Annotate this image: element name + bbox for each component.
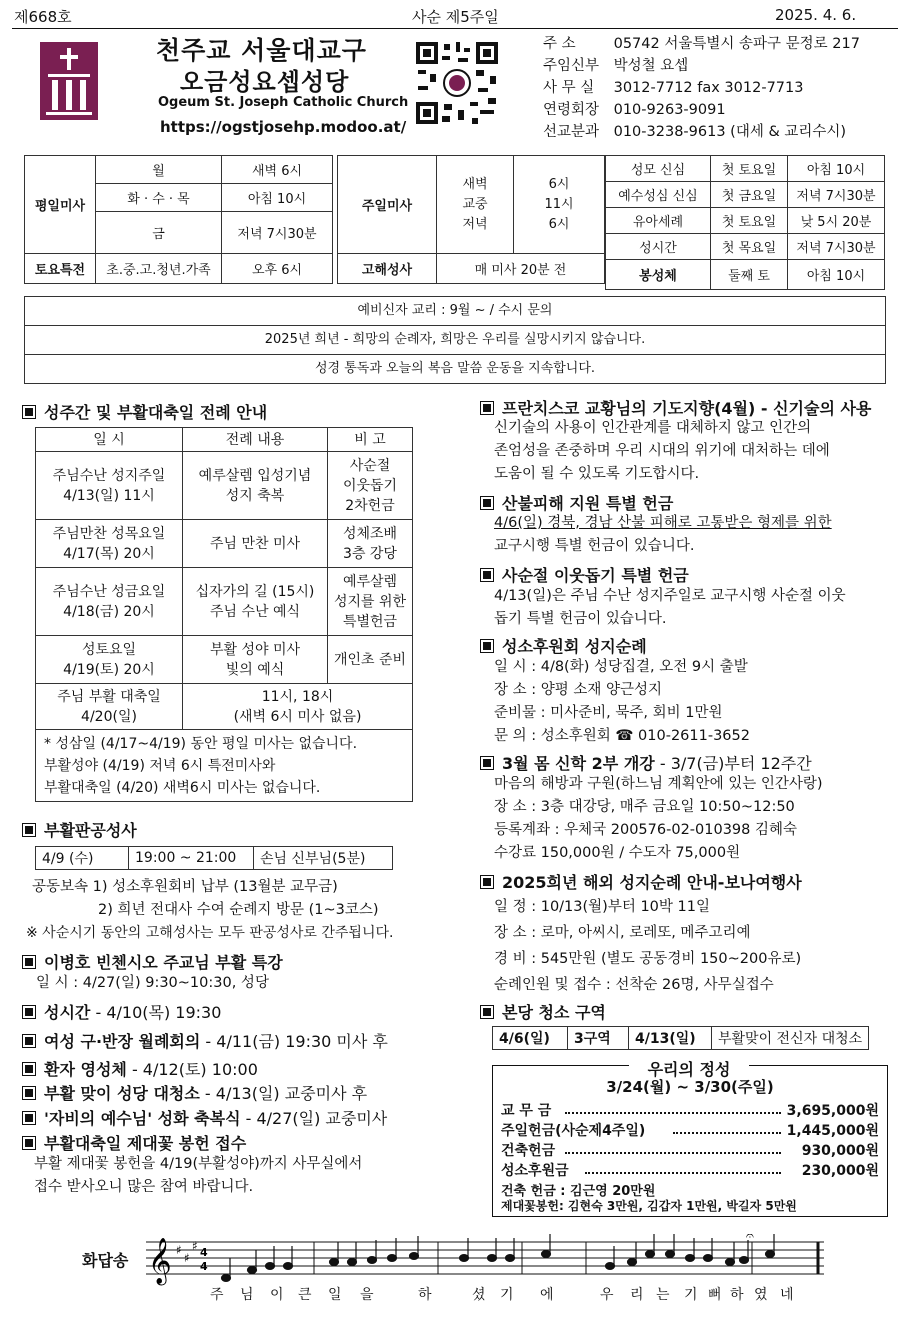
- lyric-syllable: 이: [270, 1287, 284, 1303]
- body-text: 준비물 : 미사준비, 묵주, 회비 1만원: [494, 705, 723, 721]
- body-text: 2) 희년 전대사 수여 순례지 방문 (1~3코스): [98, 902, 379, 918]
- lyrics-line: [210, 1284, 830, 1306]
- sunday-mass-times: 6시 11시 6시: [514, 156, 605, 254]
- liturgy-header: 비 고: [328, 428, 413, 452]
- notice-box: [24, 296, 886, 384]
- music-note: [410, 1253, 419, 1260]
- checkbox-icon: [22, 1005, 36, 1019]
- church-logo: [40, 42, 98, 120]
- liturgy-note: 성체조배 3층 강당: [328, 520, 413, 568]
- section-heading: 3월 몸 신학 2부 개강 - 3/7(금)부터 12주간: [480, 751, 812, 774]
- body-text: 일 시 : 4/27(일) 9:30~10:30, 성당: [36, 975, 269, 991]
- liturgy-header: 전례 내용: [183, 428, 328, 452]
- body-text: 경 비 : 545만원 (별도 공동경비 150~200유로): [494, 951, 802, 967]
- offering-row: 주일헌금(사순제4주일) 1,445,000원: [501, 1123, 879, 1139]
- offering-period: 3/24(월) ~ 3/30(주일): [606, 1078, 774, 1096]
- lyric-syllable: 기: [500, 1287, 514, 1303]
- sunday-mass-types: 새벽 교중 저녁: [437, 156, 514, 254]
- body-text: 장 소 : 양평 소재 양근성지: [494, 682, 663, 698]
- section-heading: 산불피해 지원 특별 헌금: [480, 491, 673, 514]
- contact-row: 주임신부 박성철 요셉: [543, 58, 689, 74]
- top-line: [0, 6, 909, 28]
- weekday-schedule-table: [24, 155, 333, 284]
- music-note: [606, 1263, 615, 1270]
- checkbox-icon: [22, 1111, 36, 1125]
- body-text: 공동보속 1) 성소후원회비 납부 (13월분 교무금): [32, 879, 338, 895]
- liturgy-note: 예루살렘 성지를 위한 특별헌금: [328, 568, 413, 636]
- section-heading: 이병호 빈첸시오 주교님 부활 특강: [22, 950, 283, 973]
- cleaning-table: [492, 1026, 869, 1050]
- music-note: [646, 1251, 655, 1258]
- lyric-syllable: 리: [630, 1287, 644, 1303]
- body-text: 4/13(일)은 주님 수난 성지주일로 교구시행 사순절 이웃: [494, 588, 846, 604]
- body-text: 일 정 : 10/13(월)부터 10박 11일: [494, 899, 710, 915]
- parish-english-name: Ogeum St. Joseph Catholic Church: [158, 95, 409, 110]
- music-note: [628, 1259, 637, 1266]
- checkbox-icon: [22, 955, 36, 969]
- weekday-mass-label: 평일미사: [25, 156, 96, 254]
- body-text: 도움이 될 수 있도록 기도합시다.: [494, 466, 700, 482]
- contact-row: 연령회장 010-9263-9091: [543, 102, 726, 118]
- section-heading: 부활 맞이 성당 대청소 - 4/13(일) 교중미사 후: [22, 1081, 367, 1104]
- svg-text:♯: ♯: [176, 1243, 182, 1257]
- liturgy-content: 부활 성야 미사 빛의 예식: [183, 636, 328, 684]
- monday-time: 새벽 6시: [222, 156, 333, 184]
- lyric-syllable: 일: [328, 1287, 342, 1303]
- body-text: 존엄성을 존중하며 우리 시대의 위기에 대처하는 데에: [494, 443, 830, 459]
- tue-thu-label: 화 · 수 · 목: [96, 184, 222, 212]
- devotion-name: 유아세례: [606, 208, 711, 234]
- devotion-name: 예수성심 신심: [606, 182, 711, 208]
- notice-line: 2025년 희년 - 희망의 순례자, 희망은 우리를 실망시키지 않습니다.: [24, 326, 886, 355]
- devotion-time: 낮 5시 20분: [788, 208, 885, 234]
- saturday-label: 토요특전: [25, 254, 96, 284]
- lyric-syllable: 님: [240, 1287, 254, 1303]
- monday-label: 월: [96, 156, 222, 184]
- confession-priests: 손님 신부님(5분): [254, 847, 393, 870]
- contact-row: 선교분과 010-3238-9613 (대세 & 교리수시): [543, 124, 847, 140]
- section-heading: 성시간 - 4/10(목) 19:30: [22, 1000, 221, 1023]
- music-note: [348, 1259, 357, 1266]
- offering-row: 교 무 금 3,695,000원: [501, 1103, 879, 1119]
- checkbox-icon: [480, 756, 494, 770]
- section-heading: 프란치스코 교황님의 기도지향(4월) - 신기술의 사용: [480, 396, 871, 419]
- lyric-syllable: 뻐: [708, 1287, 722, 1303]
- liturgy-content: 11시, 18시 (새벽 6시 미사 없음): [183, 684, 413, 730]
- checkbox-icon: [480, 875, 494, 889]
- checkbox-icon: [480, 568, 494, 582]
- sunday-mass-label: 주일미사: [338, 156, 437, 254]
- liturgy-content: 주님 만찬 미사: [183, 520, 328, 568]
- section-heading: 성주간 및 부활대축일 전례 안내: [22, 400, 267, 423]
- cleaning-zone: 부활맞이 전신자 대청소: [712, 1027, 869, 1050]
- liturgy-date: 성토요일 4/19(토) 20시: [36, 636, 183, 684]
- checkbox-icon: [480, 1005, 494, 1019]
- cleaning-date: 4/13(일): [629, 1027, 712, 1050]
- devotion-day: 둘째 토: [711, 260, 788, 290]
- checkbox-icon: [22, 1086, 36, 1100]
- devotion-time: 아침 10시: [788, 260, 885, 290]
- diocese-name: 천주교 서울대교구: [156, 36, 367, 65]
- checkbox-icon: [22, 1034, 36, 1048]
- saturday-attendees: 초.중.고.청년.가족: [96, 254, 222, 284]
- devotion-name: 봉성체: [606, 260, 711, 290]
- body-text: 문 의 : 성소후원회 ☎ 010-2611-3652: [494, 728, 750, 744]
- devotion-time: 아침 10시: [788, 156, 885, 182]
- issue-number: 제668호: [14, 8, 72, 26]
- confession-date: 4/9 (수): [36, 847, 129, 870]
- body-text: 장 소 : 로마, 아씨시, 로레또, 메주고리예: [494, 925, 751, 941]
- lyric-syllable: 네: [780, 1287, 794, 1303]
- music-note: [248, 1267, 257, 1274]
- tue-thu-time: 아침 10시: [222, 184, 333, 212]
- devotion-day: 첫 토요일: [711, 156, 788, 182]
- body-text: 등록계좌 : 우체국 200576-02-010398 김혜숙: [494, 822, 798, 838]
- body-text: 4/6(일) 경북, 경남 산불 피해로 고통받은 형제를 위한: [494, 515, 832, 531]
- liturgical-week: 사순 제5주일: [412, 8, 499, 26]
- music-note: [266, 1263, 275, 1270]
- offering-row: 건축헌금 930,000원: [501, 1143, 879, 1159]
- contact-row: 주 소 05742 서울특별시 송파구 문정로 217: [543, 36, 860, 52]
- checkbox-icon: [22, 405, 36, 419]
- music-note: [666, 1251, 675, 1258]
- devotion-time: 저녁 7시30분: [788, 234, 885, 260]
- liturgy-date: 주님 부활 대축일 4/20(일): [36, 684, 183, 730]
- notice-line: 성경 통독과 오늘의 복음 말씀 운동을 지속합니다.: [24, 355, 886, 384]
- lyric-syllable: 우: [600, 1287, 614, 1303]
- body-text: 돕기 특별 헌금이 있습니다.: [494, 611, 667, 627]
- notice-line: 예비신자 교리 : 9월 ~ / 수시 문의: [24, 296, 886, 326]
- liturgy-date: 주님수난 성금요일 4/18(금) 20시: [36, 568, 183, 636]
- qr-code-icon[interactable]: [414, 40, 500, 126]
- music-note: [222, 1275, 231, 1282]
- confession-hours: 19:00 ~ 21:00: [129, 847, 254, 870]
- music-note: [740, 1257, 749, 1264]
- section-heading: 2025희년 해외 성지순례 안내-보나여행사: [480, 870, 802, 893]
- devotion-day: 첫 금요일: [711, 182, 788, 208]
- body-text: 수강료 150,000원 / 수도자 75,000원: [494, 845, 741, 861]
- section-heading: 부활대축일 제대꽃 봉헌 접수: [22, 1131, 246, 1154]
- lyric-syllable: 하: [730, 1287, 744, 1303]
- devotion-name: 성시간: [606, 234, 711, 260]
- offering-row: 성소후원금 230,000원: [501, 1163, 879, 1179]
- sunday-schedule-table: [337, 155, 605, 284]
- liturgy-header: 일 시: [36, 428, 183, 452]
- friday-label: 금: [96, 212, 222, 254]
- devotion-day: 첫 목요일: [711, 234, 788, 260]
- liturgy-date: 주님수난 성지주일 4/13(일) 11시: [36, 452, 183, 520]
- music-note: [686, 1255, 695, 1262]
- responsorial-psalm-label: 화답송: [82, 1251, 129, 1270]
- body-text: 마음의 해방과 구원(하느님 계획안에 있는 인간사랑): [494, 776, 823, 792]
- lyric-syllable: 기: [684, 1287, 698, 1303]
- saturday-time: 오후 6시: [222, 254, 333, 284]
- music-note: [330, 1259, 339, 1266]
- body-text: ※ 사순시기 동안의 고해성사는 모두 판공성사로 간주됩니다.: [26, 925, 394, 941]
- liturgy-note: 사순절 이웃돕기 2차헌금: [328, 452, 413, 520]
- devotion-schedule-table: [605, 155, 885, 290]
- section-heading: 본당 청소 구역: [480, 1000, 606, 1023]
- music-note: [542, 1251, 551, 1258]
- lyric-syllable: 는: [656, 1287, 670, 1303]
- music-note: [460, 1255, 469, 1262]
- lyric-syllable: 에: [540, 1287, 554, 1303]
- lyric-syllable: 을: [360, 1287, 374, 1303]
- parish-url[interactable]: https://ogstjosehp.modoo.at/: [160, 118, 407, 136]
- issue-date: 2025. 4. 6.: [775, 6, 857, 24]
- liturgy-note: 개인초 준비: [328, 636, 413, 684]
- lyric-syllable: 주: [210, 1287, 224, 1303]
- music-note: [488, 1255, 497, 1262]
- checkbox-icon: [480, 496, 494, 510]
- confession-time: 매 미사 20분 전: [437, 254, 605, 284]
- section-heading: '자비의 예수님' 성화 축복식 - 4/27(일) 교중미사: [22, 1106, 387, 1129]
- contact-row: 사 무 실 3012-7712 fax 3012-7713: [543, 80, 804, 96]
- body-text: 접수 받사오니 많은 참여 바랍니다.: [34, 1179, 254, 1195]
- offering-extra: 건축 헌금 : 김근영 20만원: [501, 1184, 656, 1199]
- section-heading: 성소후원회 성지순례: [480, 634, 647, 657]
- liturgy-footnote: * 성삼일 (4/17~4/19) 동안 평일 미사는 없습니다. 부활성야 (4/19) 저녁 6시 특전미사와 부활대축일 (4/20) 새벽6시 미사는 없습니다.: [36, 730, 413, 802]
- svg-text:4: 4: [200, 1260, 208, 1273]
- liturgy-content: 예루살렘 입성기념 성지 축복: [183, 452, 328, 520]
- friday-time: 저녁 7시30분: [222, 212, 333, 254]
- offering-extra: 제대꽃봉헌: 김현숙 3만원, 김갑자 1만원, 박길자 5만원: [501, 1199, 797, 1213]
- section-heading: 사순절 이웃돕기 특별 헌금: [480, 563, 689, 586]
- lyric-syllable: 였: [754, 1287, 768, 1303]
- music-note: [388, 1255, 397, 1262]
- cleaning-date: 4/6(일): [493, 1027, 568, 1050]
- body-text: 일 시 : 4/8(화) 성당집결, 오전 9시 출발: [494, 659, 748, 675]
- liturgy-date: 주님만찬 성목요일 4/17(목) 20시: [36, 520, 183, 568]
- liturgy-table: [35, 427, 413, 802]
- lyric-syllable: 큰: [298, 1287, 312, 1303]
- music-note: [726, 1259, 735, 1266]
- section-heading: 여성 구·반장 월례회의 - 4/11(금) 19:30 미사 후: [22, 1029, 388, 1052]
- devotion-time: 저녁 7시30분: [788, 182, 885, 208]
- svg-text:4: 4: [200, 1246, 208, 1259]
- checkbox-icon: [22, 1062, 36, 1076]
- music-note: [766, 1251, 775, 1258]
- header-rule: [12, 28, 898, 29]
- body-text: 교구시행 특별 헌금이 있습니다.: [494, 538, 695, 554]
- offering-box: [492, 1060, 888, 1217]
- checkbox-icon: [480, 401, 494, 415]
- offering-title: 우리의 정성: [629, 1057, 749, 1080]
- checkbox-icon: [480, 639, 494, 653]
- confession-label: 고해성사: [338, 254, 437, 284]
- svg-text:𝄐: 𝄐: [746, 1234, 754, 1244]
- body-text: 순례인원 및 접수 : 선착순 26명, 사무실접수: [494, 977, 774, 993]
- cleaning-zone: 3구역: [568, 1027, 629, 1050]
- devotion-day: 첫 토요일: [711, 208, 788, 234]
- section-heading: 부활판공성사: [22, 818, 137, 841]
- music-note: [506, 1255, 515, 1262]
- checkbox-icon: [22, 823, 36, 837]
- devotion-name: 성모 신심: [606, 156, 711, 182]
- checkbox-icon: [22, 1136, 36, 1150]
- music-note: [284, 1263, 293, 1270]
- svg-text:♯: ♯: [184, 1251, 190, 1265]
- svg-text:𝄞: 𝄞: [148, 1238, 172, 1284]
- music-note: [368, 1257, 377, 1264]
- liturgy-content: 십자가의 길 (15시) 주님 수난 예식: [183, 568, 328, 636]
- body-text: 부활 제대꽃 봉헌을 4/19(부활성야)까지 사무실에서: [34, 1156, 363, 1172]
- music-note: [704, 1255, 713, 1262]
- svg-text:♯: ♯: [192, 1239, 198, 1253]
- parish-name: 오금성요셉성당: [180, 68, 350, 96]
- confession-table: [35, 846, 393, 870]
- section-heading: 환자 영성체 - 4/12(토) 10:00: [22, 1057, 258, 1080]
- lyric-syllable: 셨: [472, 1287, 486, 1303]
- body-text: 장 소 : 3층 대강당, 매주 금요일 10:50~12:50: [494, 799, 795, 815]
- lyric-syllable: 하: [418, 1287, 432, 1303]
- body-text: 신기술의 사용이 인간관계를 대체하지 않고 인간의: [494, 420, 812, 436]
